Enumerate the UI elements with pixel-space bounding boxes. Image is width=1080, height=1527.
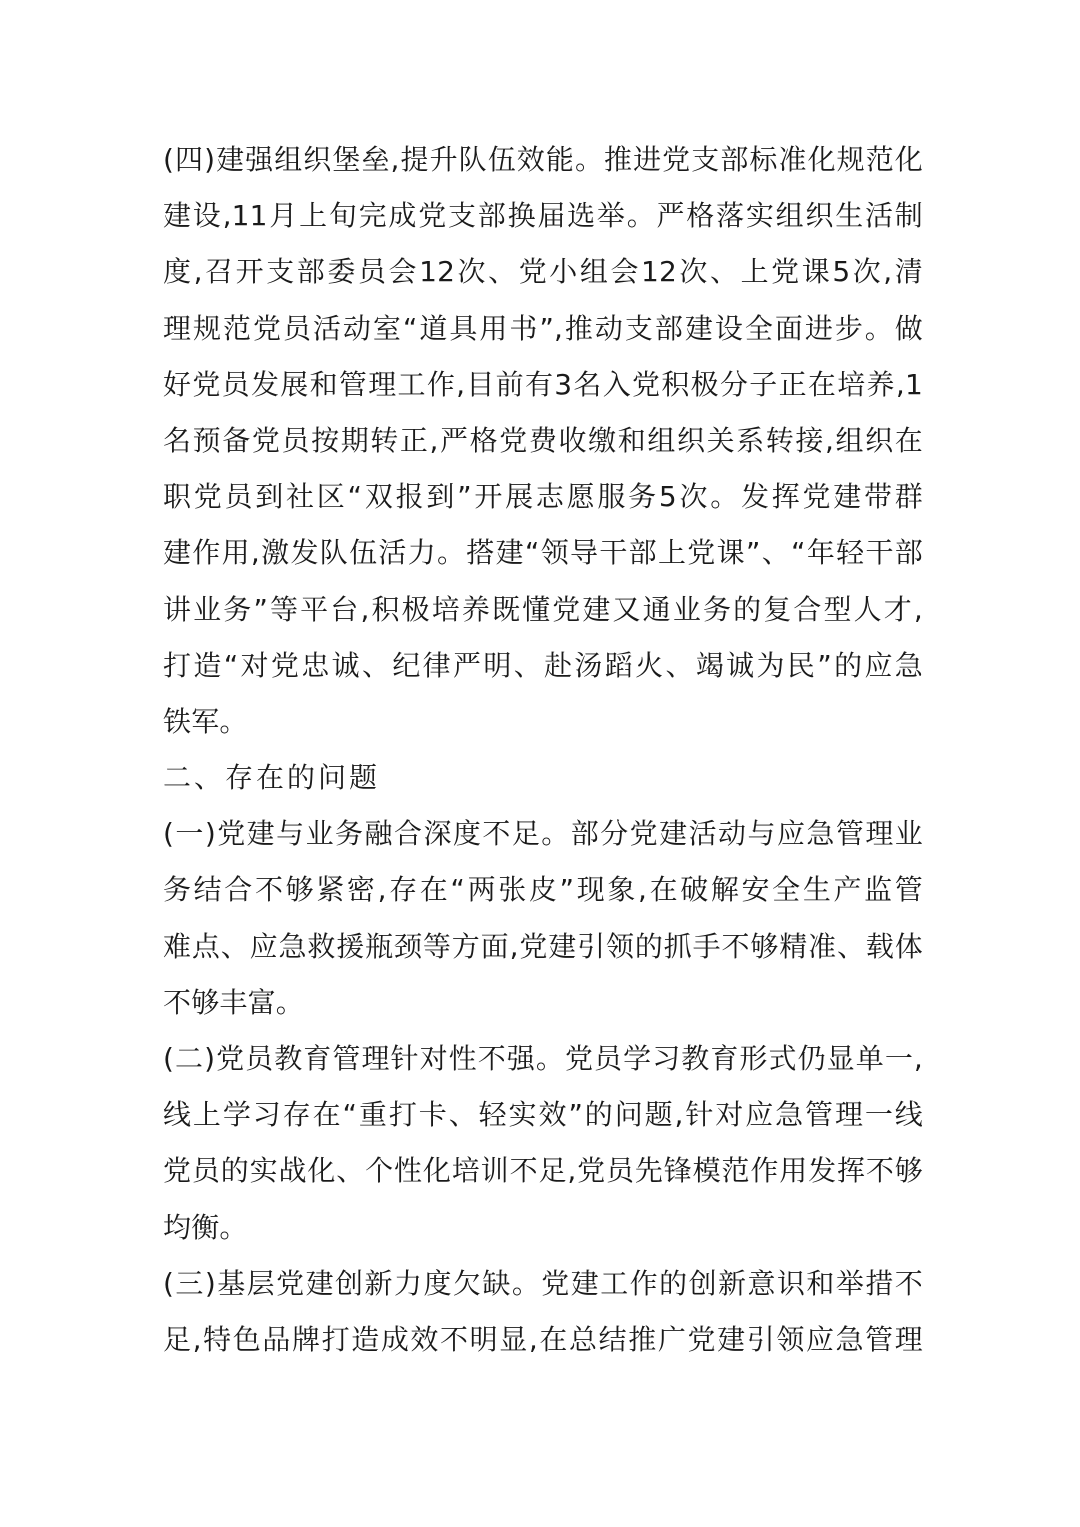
document-page <box>163 132 923 1368</box>
text-line: 线上学习存在“重打卡、轻实效”的问题,针对应急管理一线 <box>163 1098 923 1132</box>
text-line: (三)基层党建创新力度欠缺。党建工作的创新意识和举措不 <box>163 1266 923 1300</box>
text-line: 打造“对党忠诚、纪律严明、赴汤蹈火、竭诚为民”的应急 <box>163 648 923 682</box>
text-line: 职党员到社区“双报到”开展志愿服务5次。发挥党建带群 <box>163 480 923 514</box>
text-line: 足,特色品牌打造成效不明显,在总结推广党建引领应急管理 <box>163 1322 923 1356</box>
paragraph-section-4 <box>163 132 923 750</box>
text-line: 度,召开支部委员会12次、党小组会12次、上党课5次,清 <box>163 255 923 289</box>
text-line: 铁军。 <box>163 704 248 738</box>
text-line: 好党员发展和管理工作,目前有3名入党积极分子正在培养,1 <box>163 367 923 401</box>
text-line: 党员的实战化、个性化培训不足,党员先锋模范作用发挥不够 <box>163 1154 923 1188</box>
paragraph-problem-1 <box>163 806 923 1031</box>
text-line: 不够丰富。 <box>163 985 305 1019</box>
text-line: 理规范党员活动室“道具用书”,推动支部建设全面进步。做 <box>163 311 923 345</box>
section-heading: 二、存在的问题 <box>163 761 381 795</box>
paragraph-problem-2 <box>163 1031 923 1256</box>
text-line: 难点、应急救援瓶颈等方面,党建引领的抓手不够精准、载体 <box>163 929 923 963</box>
text-line: (二)党员教育管理针对性不强。党员学习教育形式仍显单一, <box>163 1042 923 1075</box>
text-line: (四)建强组织堡垒,提升队伍效能。推进党支部标准化规范化 <box>163 143 923 176</box>
text-line: 建设,11月上旬完成党支部换届选举。严格落实组织生活制 <box>163 199 923 233</box>
text-line: 建作用,激发队伍活力。搭建“领导干部上党课”、“年轻干部 <box>163 536 923 570</box>
paragraph-problem-3 <box>163 1256 923 1368</box>
text-line: 均衡。 <box>163 1210 248 1244</box>
text-line: (一)党建与业务融合深度不足。部分党建活动与应急管理业 <box>163 817 923 851</box>
text-line: 务结合不够紧密,存在“两张皮”现象,在破解安全生产监管 <box>163 873 923 907</box>
text-line: 讲业务”等平台,积极培养既懂党建又通业务的复合型人才, <box>163 592 923 626</box>
text-line: 名预备党员按期转正,严格党费收缴和组织关系转接,组织在 <box>163 423 923 457</box>
